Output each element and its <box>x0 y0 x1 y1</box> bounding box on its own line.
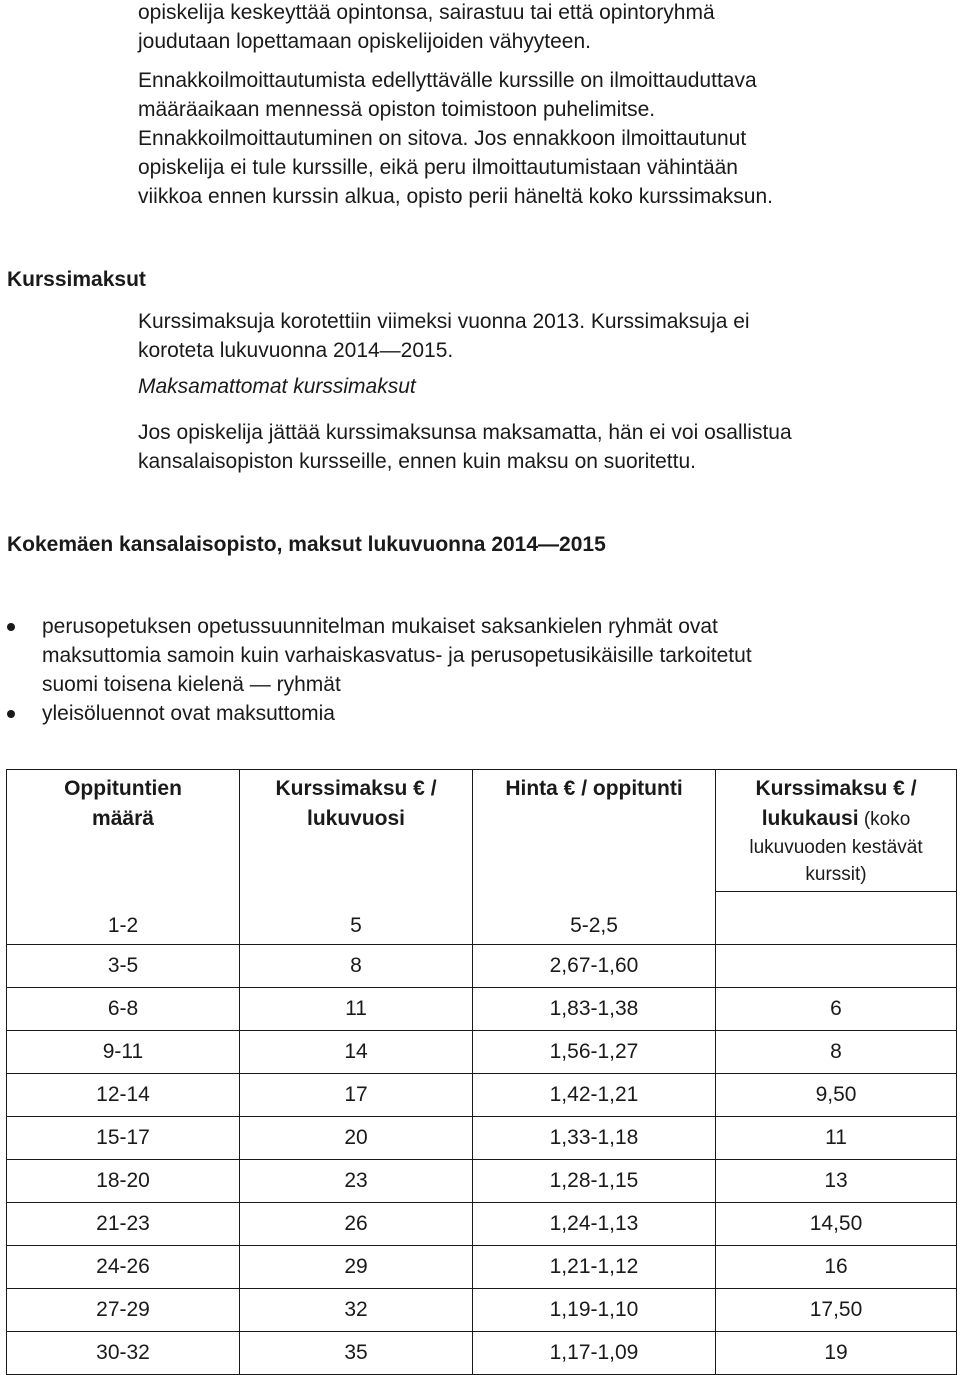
intro-line-2: joudutaan lopettamaan opiskelijoiden vähyyteen. <box>138 30 591 53</box>
table-cell: 19 <box>716 1332 957 1375</box>
table-cell: 16 <box>716 1246 957 1289</box>
table-row <box>7 1246 957 1289</box>
bullet-icon <box>7 623 15 631</box>
prereg-line: viikkoa ennen kurssin alkua, opisto perii häneltä koko kurssimaksun. <box>138 185 773 208</box>
table-cell: 1,42-1,21 <box>473 1074 716 1117</box>
bullet-line: perusopetuksen opetussuunnitelman mukaiset saksankielen ryhmät ovat <box>42 615 718 638</box>
header-text: Hinta € / oppitunti <box>505 777 683 800</box>
table-row <box>7 945 957 988</box>
table-cell: 5-2,5 <box>473 892 716 945</box>
table-cell: 23 <box>240 1160 473 1203</box>
table-cell: 11 <box>240 988 473 1031</box>
fee-raise-paragraph <box>138 307 948 365</box>
table-cell: 21-23 <box>7 1203 240 1246</box>
table-cell: 2,67-1,60 <box>473 945 716 988</box>
table-row <box>7 1031 957 1074</box>
table-cell: 18-20 <box>7 1160 240 1203</box>
table-header-row <box>7 770 957 892</box>
table-cell: 26 <box>240 1203 473 1246</box>
kurssimaksut-heading: Kurssimaksut <box>7 268 146 291</box>
prereg-line: Ennakkoilmoittautumista edellyttävälle kurssille on ilmoittauduttava <box>138 69 757 92</box>
table-cell: 30-32 <box>7 1332 240 1375</box>
table-cell: 1,33-1,18 <box>473 1117 716 1160</box>
table-cell: 15-17 <box>7 1117 240 1160</box>
table-cell: 6 <box>716 988 957 1031</box>
header-text: Oppituntien <box>64 777 182 800</box>
fees-bullet-list <box>7 612 907 728</box>
header-text: lukuvuoden kestävät <box>749 837 923 858</box>
table-cell: 32 <box>240 1289 473 1332</box>
intro-paragraph-continuation <box>138 0 948 56</box>
header-text: kurssit) <box>805 864 867 885</box>
table-row <box>7 1117 957 1160</box>
table-cell: 1,19-1,10 <box>473 1289 716 1332</box>
header-text: lukukausi <box>761 807 859 830</box>
header-yearly-fee <box>240 770 473 892</box>
table-cell: 1,83-1,38 <box>473 988 716 1031</box>
header-text: Kurssimaksu € / <box>275 777 437 800</box>
table-cell: 1,56-1,27 <box>473 1031 716 1074</box>
table-row <box>7 988 957 1031</box>
header-text: määrä <box>92 807 154 830</box>
table-cell: 24-26 <box>7 1246 240 1289</box>
table-cell: 27-29 <box>7 1289 240 1332</box>
fees-section-heading: Kokemäen kansalaisopisto, maksut lukuvuonna 2014—2015 <box>7 533 606 556</box>
table-cell: 8 <box>240 945 473 988</box>
table-row <box>7 892 957 945</box>
table-cell: 35 <box>240 1332 473 1375</box>
table-cell: 9-11 <box>7 1031 240 1074</box>
pre-registration-paragraph <box>138 66 948 211</box>
table-cell: 1-2 <box>7 892 240 945</box>
table-cell: 14 <box>240 1031 473 1074</box>
bullet-line: maksuttomia samoin kuin varhaiskasvatus- ja perusopetusikäisille tarkoitetut <box>42 644 752 667</box>
header-price-per-lesson <box>473 770 716 892</box>
table-cell: 5 <box>240 892 473 945</box>
table-cell: 12-14 <box>7 1074 240 1117</box>
unpaid-fees-paragraph <box>138 418 948 476</box>
list-item <box>7 612 907 699</box>
table-cell: 6-8 <box>7 988 240 1031</box>
table-cell: 11 <box>716 1117 957 1160</box>
table-row <box>7 1203 957 1246</box>
fee-raise-line-2: koroteta lukuvuonna 2014—2015. <box>138 339 454 362</box>
table-cell <box>716 945 957 988</box>
table-cell: 1,24-1,13 <box>473 1203 716 1246</box>
table-cell: 13 <box>716 1160 957 1203</box>
header-text: (koko <box>858 809 911 830</box>
header-text: Kurssimaksu € / <box>755 777 917 800</box>
table-cell <box>716 892 957 945</box>
header-text: lukuvuosi <box>306 807 406 830</box>
table-cell: 1,17-1,09 <box>473 1332 716 1375</box>
prereg-line: Ennakkoilmoittautuminen on sitova. Jos ennakkoon ilmoittautunut <box>138 127 747 150</box>
prereg-line: opiskelija ei tule kurssille, eikä peru ilmoittautumistaan vähintään <box>138 156 738 179</box>
table-row <box>7 1074 957 1117</box>
unpaid-fees-subheading: Maksamattomat kurssimaksut <box>138 375 416 398</box>
table-cell: 1,21-1,12 <box>473 1246 716 1289</box>
table-cell: 17,50 <box>716 1289 957 1332</box>
table-cell: 9,50 <box>716 1074 957 1117</box>
table-cell: 14,50 <box>716 1203 957 1246</box>
unpaid-line-2: kansalaisopiston kursseille, ennen kuin maksu on suoritettu. <box>138 450 696 473</box>
table-row <box>7 1160 957 1203</box>
header-lesson-count <box>7 770 240 892</box>
table-cell: 8 <box>716 1031 957 1074</box>
fee-raise-line-1: Kurssimaksuja korotettiin viimeksi vuonna 2013. Kurssimaksuja ei <box>138 310 750 333</box>
bullet-icon <box>7 710 15 718</box>
list-item <box>7 699 907 728</box>
unpaid-line-1: Jos opiskelija jättää kurssimaksunsa maksamatta, hän ei voi osallistua <box>138 421 792 444</box>
prereg-line: määräaikaan mennessä opiston toimistoon puhelimitse. <box>138 98 656 121</box>
table-row <box>7 1332 957 1375</box>
table-cell: 20 <box>240 1117 473 1160</box>
table-cell: 1,28-1,15 <box>473 1160 716 1203</box>
table-row <box>7 1289 957 1332</box>
table-cell: 17 <box>240 1074 473 1117</box>
fees-table <box>6 769 957 1375</box>
bullet-line: yleisöluennot ovat maksuttomia <box>42 702 335 725</box>
bullet-line: suomi toisena kielenä — ryhmät <box>42 673 341 696</box>
table-cell: 29 <box>240 1246 473 1289</box>
header-semester-fee <box>716 770 957 892</box>
intro-line-1: opiskelija keskeyttää opintonsa, sairastuu tai että opintoryhmä <box>138 1 715 24</box>
table-cell: 3-5 <box>7 945 240 988</box>
